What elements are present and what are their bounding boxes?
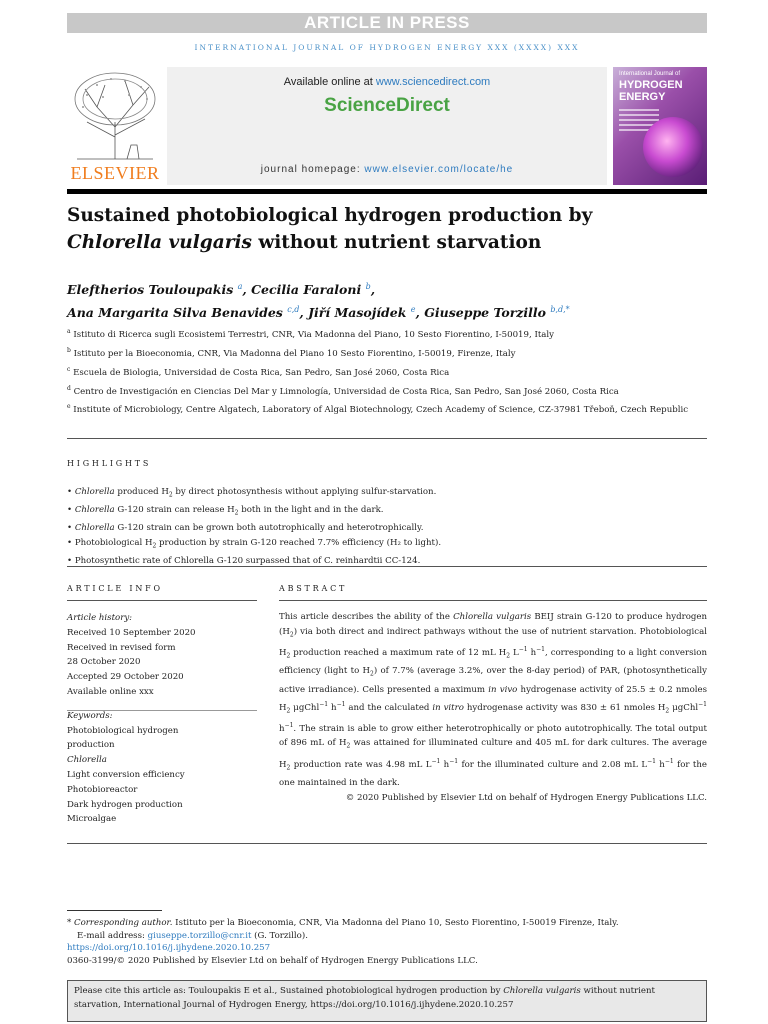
corr-text: Istituto per la Bioeconomia, CNR, Via Madonna del Piano 10, Sesto Fiorentino, I-50019 Firenze, Italy. [172,918,619,928]
email-suffix: (G. Torzillo). [251,930,308,941]
title-species: Chlorella vulgaris [67,232,252,253]
cover-orb [643,117,703,177]
author-affil-link[interactable]: b,d,* [550,305,570,315]
history-item: Received in revised form [67,642,176,653]
highlight-item [67,485,707,503]
abstract-copyright: © 2020 Published by Elsevier Ltd on behalf of Hydrogen Energy Publications LLC. [345,792,707,803]
sciencedirect-logo: ScienceDirect [324,95,450,116]
highlight-text: Photosynthetic rate of [74,556,175,567]
highlight-text: Chlorella G-120 surpassed that of C. reinhardtii CC-124. [174,556,421,567]
affiliation-item [67,399,707,418]
bullet: • [67,537,75,548]
highlight-item [67,536,707,554]
divider [279,600,707,601]
affiliation-item [67,343,707,362]
author-name[interactable]: Jiří Masojídek [308,305,407,321]
author-affil-link[interactable]: a [237,282,243,291]
highlight-text: Photobiological H [74,537,153,548]
journal-cover [613,67,707,185]
highlight-sub: 2 [152,542,157,550]
article-info [67,611,257,827]
issn-line: 0360-3199/© 2020 Published by Elsevier Ltd on behalf of Hydrogen Energy Publications LLC. [67,955,478,966]
homepage-prefix: journal homepage: [260,164,365,175]
history-item: Available online xxx [67,686,154,697]
affiliation-mark: a [67,328,71,335]
cite-species: Chlorella vulgaris [503,986,581,996]
divider [67,710,257,711]
keywords-label: Keywords: [67,710,113,721]
footnote-rule [67,910,162,911]
article-info-heading: ARTICLE INFO [67,584,163,593]
highlight-ital: Chlorella [74,487,115,497]
journal-homepage [167,164,607,175]
history-item: Received 10 September 2020 [67,627,196,638]
author-name[interactable]: Eleftherios Touloupakis [67,282,234,298]
author-name[interactable]: Giuseppe Torzillo [424,305,546,321]
email-line [67,930,707,943]
author-name[interactable]: Cecilia Faraloni [251,282,362,298]
cite-text: without nutrient starvation, International Journal of Hydrogen Energy, https://doi.org/10.1016/j.ijhydene.2020.10.257 [74,986,655,1010]
highlight-text: by direct photosynthesis without applying sulfur-starvation. [172,487,437,497]
header-rule [67,189,707,194]
affiliation-text: Istituto di Ricerca sugli Ecosistemi Terrestri, CNR, Via Madonna del Piano, 10 Sesto Fiorentino, I-50019, Italy [73,329,555,340]
highlight-text: produced H [114,487,169,497]
keyword: Photobiological hydrogen [67,725,179,736]
highlight-sub: 2 [234,509,239,517]
history-item: 28 October 2020 [67,657,141,668]
author-line-1: Eleftherios Touloupakis $^a$, Cecilia Faraloni $^b$, [67,282,376,298]
affiliation-text: Escuela de Biologia, Universidad de Costa Rica, San Pedro, San José 2060, Costa Rica [73,367,450,378]
divider [67,843,707,844]
article-title [67,202,707,256]
keyword: Dark hydrogen production [67,799,183,810]
masthead [67,67,707,185]
affiliation-item [67,381,707,400]
divider [67,566,707,567]
highlight-ital: Chlorella [74,505,115,516]
abstract-body [279,610,707,805]
author-name[interactable]: Ana Margarita Silva Benavides [67,305,283,321]
footnotes [67,917,707,967]
author-affil-link[interactable]: b [365,282,371,291]
highlight-text: G-120 strain can be grown both autotrophically and heterotrophically. [114,523,424,534]
homepage-link[interactable]: www.elsevier.com/locate/he [364,164,514,175]
author-line-2: Ana Margarita Silva Benavides $^{c,d}$, Jiří Masojídek $^e$, Giuseppe Torzillo $^{b,d,*}$ [67,305,570,321]
affiliation-mark: c [67,365,71,373]
highlight-item [67,503,707,521]
affiliation-item [67,362,707,381]
journal-banner [167,67,607,185]
affiliation-text: Centro de Investigación en Ciencias Del Mar y Limnología, Universidad de Costa Rica, San Pedro, San José 2060, Costa Rica [73,386,619,397]
elsevier-wordmark: ELSEVIER [70,163,160,183]
affiliation-text: Institute of Microbiology, Centre Algatech, Laboratory of Algal Biotechnology, Czech Academy of Science, CZ-37981 Třeboň, Czech Republic [73,405,689,416]
citation-box [67,980,707,1022]
title-line-2 [67,229,707,256]
highlights-list [67,485,707,569]
cite-text: Please cite this article as: Touloupakis E et al., Sustained photobiological hydrogen production by [74,986,504,996]
bullet: • [67,523,75,534]
divider [67,438,707,439]
affiliations [67,324,707,418]
keyword: production [67,740,115,751]
author-affil-link[interactable]: e [410,305,416,315]
abstract-text: This article describes the ability of the Chlorella vulgaris BEIJ strain G-120 to produce hydrogen $(H_2)$ via both direct and indirect pathways without the use of nutrient starvation. Photobiological $H_2$ production reached a maximum rate of 12 mL $H_2$ $L^{-1}$ $h^{-1}$, corresponding to a light conversion efficiency (light to $H_2$) of 7.7% (average 3.2%, over the 8-day period) of PAR, (photosynthetically active irradiance). Cells presented a maximum in vivo hydrogenase activity of 25.5 ± 0.2 nmoles $H_2$ μgChl$^{-1}$ $h^{-1}$ and the calculated in vitro hydrogenase activity was 830 ± 61 nmoles $H_2$ μgChl$^{-1}$ $h^{-1}$. The strain is able to grow either heterotrophically or photo autotrophically. The total output of 896 mL of $H_2$ was attained for illuminated culture and 405 mL for dark cultures. The average $H_2$ production rate was 4.98 mL $L^{-1}$ $h^{-1}$ for the illuminated culture and 2.08 mL $L^{-1}$ $h^{-1}$ for the one maintained in the dark. [279,612,707,789]
highlights-heading: HIGHLIGHTS [67,459,152,468]
bullet: • [67,556,75,567]
keyword: Chlorella [67,755,107,766]
title-rest: without nutrient starvation [251,232,542,253]
history-label: Article history: [67,613,133,623]
title-line-1: Sustained photobiological hydrogen production by [67,205,593,226]
corr-label: * Corresponding author. [67,918,173,928]
history-item: Accepted 29 October 2020 [67,672,184,683]
affiliation-mark: d [67,384,71,392]
journal-running-head: INTERNATIONAL JOURNAL OF HYDROGEN ENERGY XXX (XXXX) XXX [194,43,580,52]
available-online [167,76,607,88]
elsevier-tree-icon [67,67,163,163]
highlight-text: both in the light and in the dark. [238,505,384,516]
keyword: Light conversion efficiency [67,769,185,780]
email-label: E-mail address: [77,930,148,941]
cover-subtitle: International Journal of [619,71,681,77]
keyword: Photobioreactor [67,784,138,795]
bullet: • [67,487,75,497]
highlight-sub: 2 [168,491,173,499]
corresponding-author [67,917,707,930]
keyword: Microalgae [67,814,117,825]
author-affil-link[interactable]: c,d [287,305,300,315]
highlight-text: G-120 strain can release H [114,505,235,516]
affiliation-text: Istituto per la Bioeconomia, CNR, Via Madonna del Piano 10 Sesto Fiorentino, I-50019, Firenze, Italy [73,348,516,359]
affiliation-item [67,324,707,343]
author-list [67,277,707,323]
highlight-ital: Chlorella [74,523,115,534]
email-link[interactable]: giuseppe.torzillo@cnr.it [147,930,252,941]
available-prefix: Available online at [283,76,376,88]
sciencedirect-link[interactable]: www.sciencedirect.com [375,76,491,88]
abstract-heading: ABSTRACT [279,584,348,593]
article-in-press-banner: ARTICLE IN PRESS [67,13,707,33]
bullet: • [67,505,75,516]
elsevier-logo [67,67,163,185]
cover-title: HYDROGEN ENERGY [619,79,683,103]
doi-link[interactable]: https://doi.org/10.1016/j.ijhydene.2020.10.257 [67,943,271,953]
highlight-item [67,521,707,536]
divider [67,600,257,601]
affiliation-mark: e [67,403,71,411]
highlight-text: production by strain G-120 reached 7.7% efficiency (H₂ to light). [156,537,442,548]
affiliation-mark: b [67,346,71,354]
